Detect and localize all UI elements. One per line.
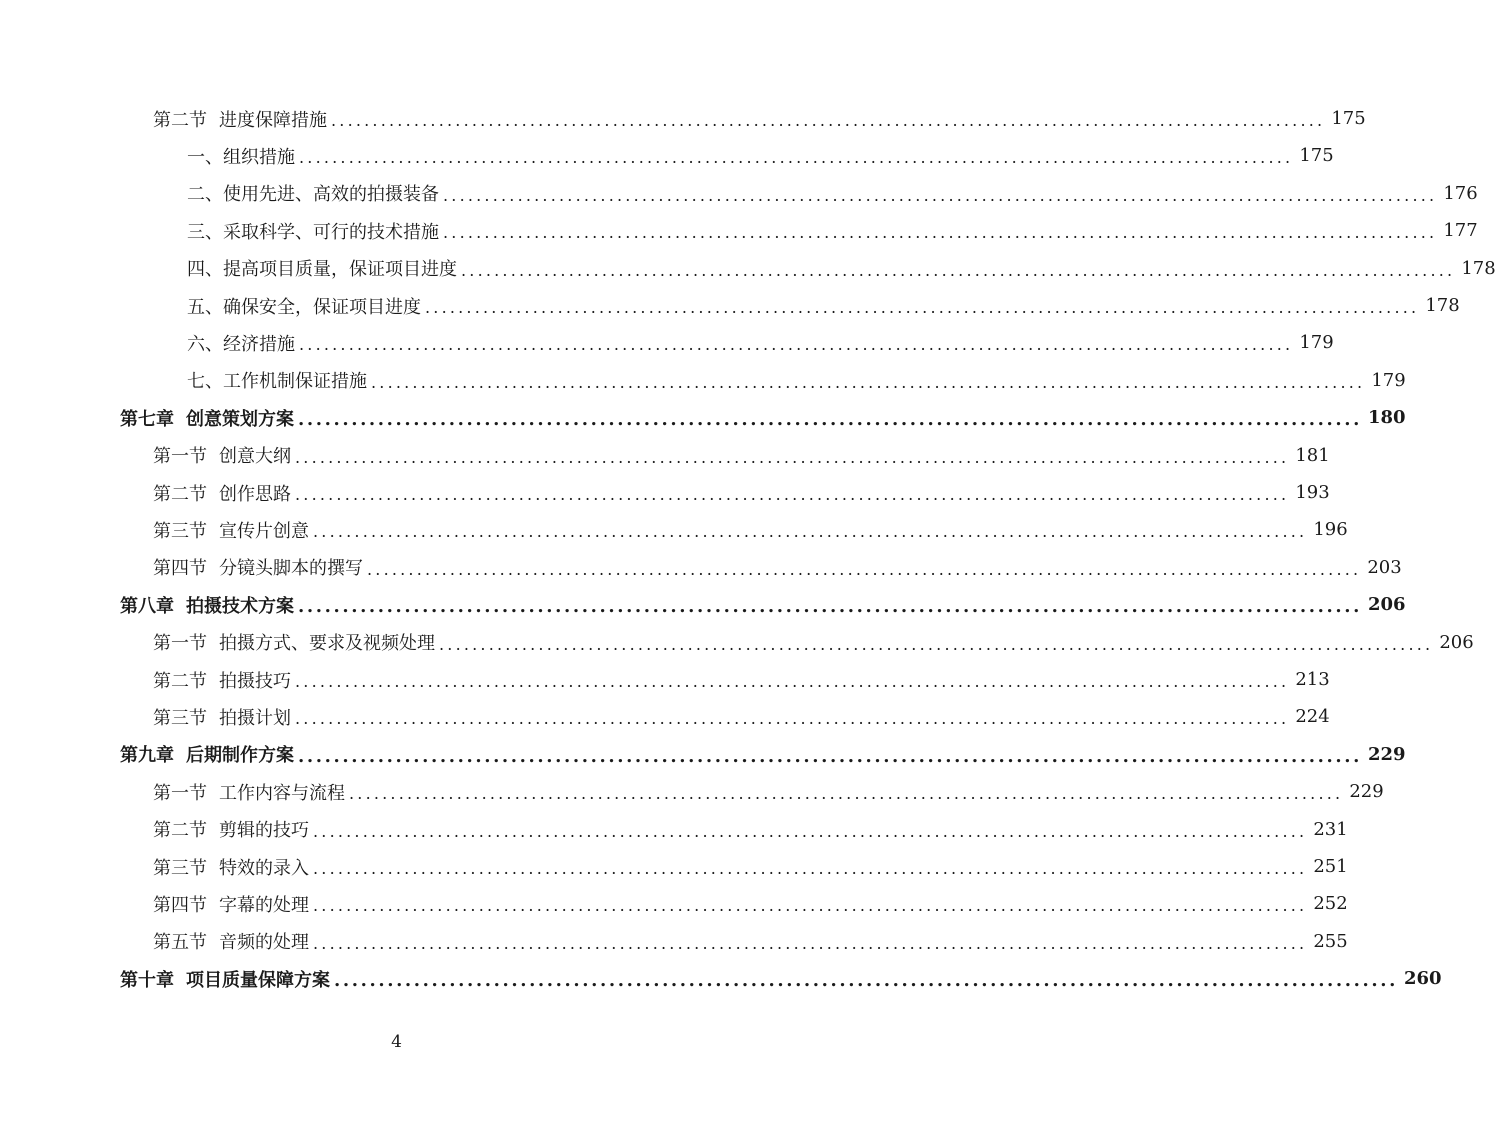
- dot-leader: ........................................................................................................................: [313, 933, 1308, 953]
- toc-entry-number: 四、: [187, 259, 223, 281]
- dot-leader: ........................................................................................................................: [349, 784, 1344, 804]
- toc-section-entry[interactable]: [153, 437, 1330, 474]
- toc-entry-number: 二、: [187, 184, 223, 206]
- toc-chapter-entry[interactable]: [120, 736, 1406, 773]
- toc-page-number: 179: [1371, 369, 1406, 391]
- toc-entry-number: 第九章: [120, 745, 174, 767]
- toc-entry-title: [120, 966, 334, 992]
- toc-entry-title: [187, 143, 299, 169]
- toc-section-entry[interactable]: [187, 362, 1406, 399]
- toc-page-number: 178: [1425, 295, 1460, 316]
- dot-leader: ........................................................................................................................: [295, 709, 1290, 729]
- page-number: 4: [391, 1032, 402, 1052]
- toc-entry-title: [153, 442, 295, 468]
- toc-entry-title: [153, 779, 349, 805]
- toc-section-entry[interactable]: [187, 137, 1334, 174]
- toc-entry-text: 项目质量保障方案: [186, 969, 330, 991]
- dot-leader: ........................................................................................................................: [313, 896, 1308, 916]
- toc-entry-title: [153, 854, 313, 880]
- toc-entry-text: 工作机制保证措施: [223, 371, 367, 393]
- toc-entry-number: 第五节: [153, 932, 207, 954]
- toc-section-entry[interactable]: [153, 923, 1348, 960]
- toc-entry-text: 进度保障措施: [219, 109, 327, 131]
- toc-entry-number: 第八章: [120, 595, 174, 617]
- toc-entry-title: [187, 330, 299, 356]
- toc-entry-title: [120, 592, 298, 618]
- dot-leader: ........................................................................................................................: [439, 634, 1434, 654]
- dot-leader: ........................................................................................................................: [425, 298, 1420, 317]
- toc-entry-text: 提高项目质量，保证项目进度: [223, 259, 457, 281]
- toc-entry-number: 第二节: [153, 670, 207, 692]
- toc-entry-text: 特效的录入: [219, 857, 309, 879]
- toc-entry-number: 第二节: [153, 483, 207, 505]
- toc-entry-title: [153, 816, 313, 842]
- toc-entry-number: 第四节: [153, 558, 207, 580]
- dot-leader: ........................................................................................................................: [443, 185, 1438, 205]
- dot-leader: ........................................................................................................................: [298, 745, 1362, 767]
- toc-section-entry[interactable]: [187, 287, 1460, 324]
- toc-entry-text: 后期制作方案: [186, 745, 294, 767]
- toc-section-entry[interactable]: [187, 250, 1496, 287]
- toc-entry-number: 第三节: [153, 520, 207, 542]
- toc-chapter-entry[interactable]: [120, 399, 1406, 436]
- toc-entry-title: [187, 367, 371, 393]
- toc-page-number: 181: [1295, 444, 1330, 466]
- toc-entry-number: 第三节: [153, 857, 207, 879]
- dot-leader: ........................................................................................................................: [461, 260, 1456, 280]
- toc-entry-title: [187, 255, 461, 281]
- toc-section-entry[interactable]: [153, 100, 1366, 137]
- dot-leader: ........................................................................................................................: [313, 522, 1308, 542]
- toc-entry-number: 第二节: [153, 109, 207, 131]
- toc-entry-title: [153, 891, 313, 917]
- toc-entry-title: [153, 667, 295, 693]
- dot-leader: ........................................................................................................................: [367, 559, 1362, 579]
- toc-page-number: 206: [1439, 631, 1474, 653]
- toc-page-number: 178: [1461, 257, 1496, 279]
- toc-entry-title: [187, 218, 443, 244]
- toc-page-number: 213: [1295, 669, 1330, 690]
- dot-leader: ........................................................................................................................: [334, 970, 1398, 992]
- toc-entry-number: 五、: [187, 296, 223, 318]
- toc-entry-number: 第一节: [153, 446, 207, 468]
- toc-entry-title: [187, 293, 425, 319]
- dot-leader: ........................................................................................................................: [443, 223, 1438, 243]
- toc-section-entry[interactable]: [187, 324, 1334, 361]
- toc-entry-number: 七、: [187, 371, 223, 393]
- dot-leader: ........................................................................................................................: [313, 821, 1308, 841]
- toc-entry-number: 第三节: [153, 707, 207, 729]
- toc-page-number: 224: [1295, 706, 1330, 728]
- toc-page-number: 229: [1368, 743, 1406, 765]
- toc-page-number: 251: [1313, 856, 1348, 877]
- dot-leader: ........................................................................................................................: [295, 447, 1290, 467]
- toc-page-number: 203: [1367, 556, 1402, 578]
- toc-entry-title: [153, 928, 313, 954]
- toc-section-entry[interactable]: [187, 212, 1478, 249]
- toc-entry-text: 创意大纲: [219, 446, 291, 468]
- toc-chapter-entry[interactable]: [120, 960, 1442, 997]
- toc-page-number: 180: [1368, 407, 1406, 429]
- toc-page-number: 176: [1443, 182, 1478, 204]
- toc-entry-text: 拍摄方式、要求及视频处理: [219, 633, 435, 655]
- toc-entry-text: 创意策划方案: [186, 408, 294, 430]
- toc-entry-title: [120, 741, 298, 767]
- dot-leader: ........................................................................................................................: [313, 859, 1308, 878]
- toc-entry-number: 第十章: [120, 969, 174, 991]
- dot-leader: ........................................................................................................................: [371, 372, 1366, 392]
- toc-entry-text: 拍摄计划: [219, 707, 291, 729]
- toc-chapter-entry[interactable]: [120, 586, 1406, 623]
- toc-entry-text: 工作内容与流程: [219, 782, 345, 804]
- toc-page-number: 229: [1349, 781, 1384, 803]
- toc-entry-number: 第七章: [120, 408, 174, 430]
- toc-entry-text: 音频的处理: [219, 932, 309, 954]
- dot-leader: ........................................................................................................................: [295, 672, 1290, 691]
- toc-entry-number: 六、: [187, 333, 223, 355]
- toc-entry-text: 创作思路: [219, 483, 291, 505]
- toc-entry-title: [153, 554, 367, 580]
- toc-entry-title: [153, 629, 439, 655]
- toc-section-entry[interactable]: [153, 511, 1348, 548]
- toc-entry-title: [187, 180, 443, 206]
- dot-leader: ........................................................................................................................: [298, 409, 1362, 431]
- toc-entry-number: 第一节: [153, 782, 207, 804]
- toc-entry-number: 一、: [187, 146, 223, 168]
- dot-leader: ........................................................................................................................: [299, 335, 1294, 355]
- toc-entry-title: [120, 405, 298, 431]
- toc-entry-text: 采取科学、可行的技术措施: [223, 221, 439, 243]
- toc-entry-text: 确保安全，保证项目进度: [223, 296, 421, 318]
- toc-section-entry[interactable]: [153, 661, 1330, 698]
- toc-page-number: 177: [1443, 220, 1478, 242]
- toc-page-number: 206: [1368, 594, 1406, 616]
- toc-section-entry[interactable]: [153, 773, 1384, 810]
- toc-page-number: 255: [1313, 930, 1348, 952]
- toc-entry-text: 使用先进、高效的拍摄装备: [223, 184, 439, 206]
- toc-entry-number: 第一节: [153, 633, 207, 655]
- toc-page-number: 179: [1299, 332, 1334, 354]
- toc-entry-title: [153, 480, 295, 506]
- toc-entry-number: 三、: [187, 221, 223, 243]
- toc-entry-text: 拍摄技巧: [219, 670, 291, 692]
- dot-leader: ........................................................................................................................: [299, 148, 1294, 168]
- toc-entry-text: 经济措施: [223, 333, 295, 355]
- toc-entry-number: 第二节: [153, 820, 207, 842]
- toc-entry-title: [153, 517, 313, 543]
- toc-entry-text: 字幕的处理: [219, 894, 309, 916]
- toc-entry-title: [153, 704, 295, 730]
- toc-entry-number: 第四节: [153, 894, 207, 916]
- toc-entry-text: 组织措施: [223, 146, 295, 168]
- dot-leader: ........................................................................................................................: [295, 485, 1290, 504]
- toc-entry-text: 分镜头脚本的撰写: [219, 558, 363, 580]
- toc-page-number: 260: [1404, 968, 1442, 990]
- toc-section-entry[interactable]: [153, 549, 1402, 586]
- toc-section-entry[interactable]: [153, 848, 1348, 885]
- toc-section-entry[interactable]: [153, 698, 1330, 735]
- toc-section-entry[interactable]: [153, 885, 1348, 922]
- toc-page-number: 231: [1313, 818, 1348, 840]
- toc-page-number: 193: [1295, 482, 1330, 503]
- toc-section-entry[interactable]: [187, 175, 1478, 212]
- dot-leader: ........................................................................................................................: [298, 596, 1362, 618]
- toc-page-number: 252: [1313, 893, 1348, 915]
- toc-section-entry[interactable]: [153, 624, 1474, 661]
- toc-entry-text: 剪辑的技巧: [219, 820, 309, 842]
- toc-page-number: 175: [1299, 145, 1334, 167]
- toc-section-entry[interactable]: [153, 811, 1348, 848]
- toc-page-number: 175: [1331, 108, 1366, 129]
- toc-section-entry[interactable]: [153, 474, 1330, 511]
- dot-leader: ........................................................................................................................: [331, 111, 1326, 130]
- toc-page-number: 196: [1313, 519, 1348, 541]
- toc-entry-text: 宣传片创意: [219, 520, 309, 542]
- toc-entry-title: [153, 106, 331, 132]
- toc-entry-text: 拍摄技术方案: [186, 595, 294, 617]
